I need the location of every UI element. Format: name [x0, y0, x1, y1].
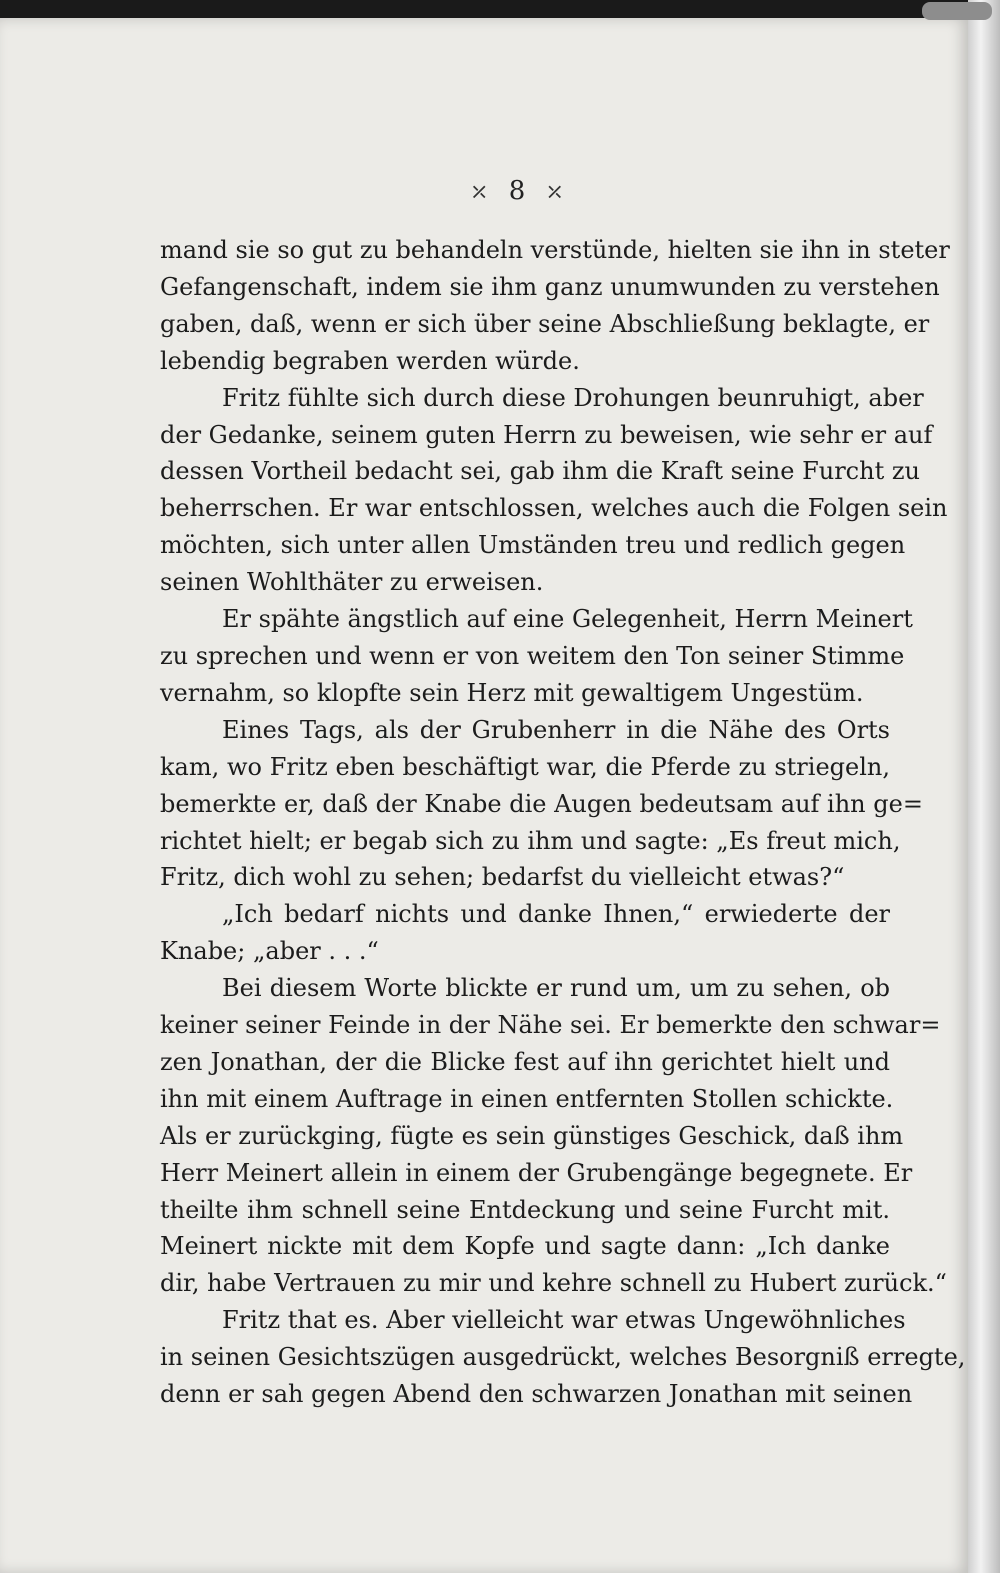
text-line: Eines Tags, als der Grubenherr in die Nähe des Orts — [222, 715, 890, 744]
binding-tab — [922, 2, 992, 20]
text-line: zu sprechen und wenn er von weitem den Ton seiner Stimme — [160, 641, 905, 670]
text-line: keiner seiner Feinde in der Nähe sei. Er bemerkte den schwar= — [160, 1011, 941, 1040]
text-line: bemerkte er, daß der Knabe die Augen bedeutsam auf ihn ge= — [160, 789, 923, 818]
text-line: Fritz fühlte sich durch diese Drohungen beunruhigt, aber — [222, 383, 924, 412]
text-line: Bei diesem Worte blickte er rund um, um zu sehen, ob — [222, 974, 890, 1003]
text-line: Knabe; „aber . . .“ — [160, 937, 379, 966]
text-line: denn er sah gegen Abend den schwarzen Jonathan mit seinen — [160, 1380, 913, 1409]
text-line: Gefangenschaft, indem sie ihm ganz unumwunden zu verstehen — [160, 272, 940, 301]
text-line: möchten, sich unter allen Umständen treu und redlich gegen — [160, 531, 906, 560]
text-line: lebendig begraben werden würde. — [160, 346, 580, 375]
text-line: gaben, daß, wenn er sich über seine Abschließung beklagte, er — [160, 309, 930, 338]
text-line: Fritz that es. Aber vielleicht war etwas Ungewöhnliches — [222, 1306, 906, 1335]
text-line: kam, wo Fritz eben beschäftigt war, die Pferde zu striegeln, — [160, 752, 890, 781]
text-line: in seinen Gesichtszügen ausgedrückt, welches Besorgniß erregte, — [160, 1343, 966, 1372]
text-line: ihn mit einem Auftrage in einen entfernten Stollen schickte. — [160, 1084, 894, 1113]
page-header — [0, 176, 1000, 206]
text-line: beherrschen. Er war entschlossen, welches auch die Folgen sein — [160, 494, 948, 523]
book-binding-edge — [968, 0, 1000, 1573]
ornament-left: ⤫ — [470, 180, 495, 205]
text-line: theilte ihm schnell seine Entdeckung und seine Furcht mit. — [160, 1195, 890, 1224]
text-line: dessen Vortheil bedacht sei, gab ihm die Kraft seine Furcht zu — [160, 457, 920, 486]
text-line: zen Jonathan, der die Blicke fest auf ihn gerichtet hielt und — [160, 1047, 890, 1076]
book-page — [0, 18, 968, 1573]
ornament-right: ⤫ — [545, 180, 570, 205]
text-line: der Gedanke, seinem guten Herrn zu beweisen, wie sehr er auf — [160, 420, 933, 449]
text-line: mand sie so gut zu behandeln verstünde, hielten sie ihn in steter — [160, 236, 950, 264]
text-line: Herr Meinert allein in einem der Grubengänge begegnete. Er — [160, 1158, 913, 1187]
text-line: Meinert nickte mit dem Kopfe und sagte dann: „Ich danke — [160, 1232, 890, 1261]
text-line: vernahm, so klopfte sein Herz mit gewaltigem Ungestüm. — [160, 678, 864, 707]
text-line: Er spähte ängstlich auf eine Gelegenheit, Herrn Meinert — [222, 605, 913, 634]
text-line: „Ich bedarf nichts und danke Ihnen,“ erwiederte der — [222, 900, 890, 929]
text-line: dir, habe Vertrauen zu mir und kehre schnell zu Hubert zurück.“ — [160, 1269, 947, 1298]
text-line: Fritz, dich wohl zu sehen; bedarfst du vielleicht etwas?“ — [160, 863, 845, 892]
text-line: Als er zurückging, fügte es sein günstiges Geschick, daß ihm — [160, 1121, 904, 1150]
text-line: seinen Wohlthäter zu erweisen. — [160, 568, 544, 597]
page-number: 8 — [508, 176, 532, 206]
text-line: richtet hielt; er begab sich zu ihm und sagte: „Es freut mich, — [160, 826, 901, 855]
body-text — [160, 232, 966, 1413]
